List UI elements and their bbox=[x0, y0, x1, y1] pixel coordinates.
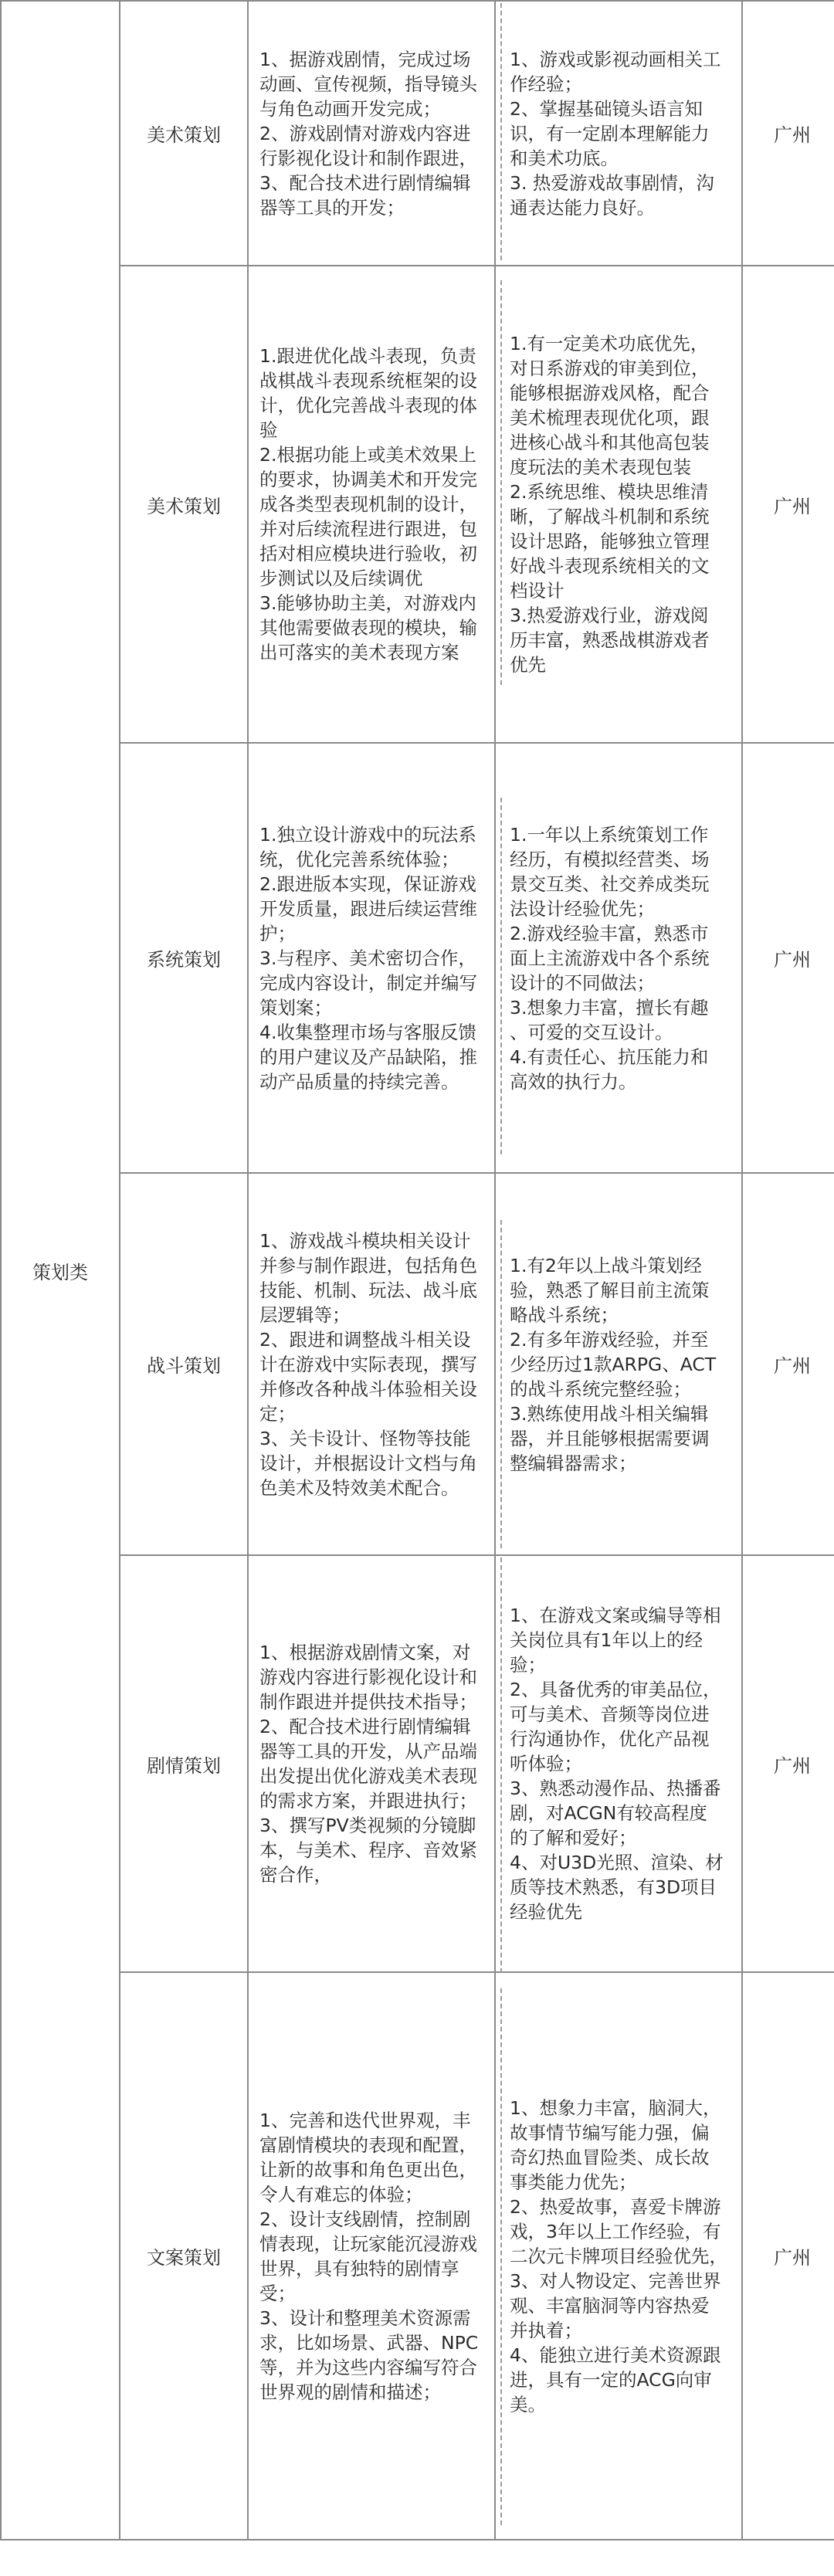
text-line: 2、掌握基础镜头语言知 bbox=[510, 97, 703, 120]
dashed-divider bbox=[500, 1557, 502, 1973]
duties-cell bbox=[248, 1555, 495, 1972]
requirements-cell-text bbox=[496, 822, 741, 1094]
text-line: 2.根据功能上或美术效果上 bbox=[259, 444, 476, 466]
text-line: 出发提出优化游戏美术表现 bbox=[259, 1765, 477, 1787]
requirements-cell bbox=[495, 1, 742, 266]
table-row bbox=[1, 1, 834, 266]
table-row bbox=[1, 1972, 834, 2540]
table-body bbox=[1, 1, 834, 2540]
text-line: 能够根据游戏风格，配合 bbox=[510, 382, 710, 404]
text-line: 1、据游戏剧情，完成过场 bbox=[259, 48, 471, 70]
text-line: 整编辑器需求； bbox=[510, 1452, 637, 1474]
text-line: 档设计 bbox=[510, 580, 564, 602]
duties-cell-text bbox=[249, 1640, 494, 1887]
text-line: 好战斗表现系统相关的文 bbox=[510, 555, 710, 577]
text-line: 并执着； bbox=[510, 2319, 582, 2341]
text-line: 的要求，协调美术和开发完 bbox=[259, 469, 477, 490]
text-line: 出可落实的美术表现方案 bbox=[259, 642, 459, 663]
text-line: 行沟通协作，优化产品视 bbox=[510, 1728, 710, 1750]
text-line: 层逻辑等； bbox=[259, 1303, 351, 1326]
text-line: 1、完善和迭代世界观，丰 bbox=[259, 2109, 471, 2131]
text-line: 本，与美术、程序、音效紧 bbox=[259, 1839, 477, 1861]
text-line: 观、丰富脑洞等内容热爱 bbox=[510, 2294, 710, 2317]
text-line: 器，并且能够根据需要调 bbox=[510, 1427, 710, 1449]
table-row bbox=[1, 743, 834, 1173]
text-line: 验，熟悉了解目前主流策 bbox=[510, 1279, 710, 1301]
text-line: 世界观的剧情和描述； bbox=[259, 2381, 441, 2403]
text-line: 1.有2年以上战斗策划经 bbox=[510, 1254, 702, 1276]
role-cell: 战斗策划 bbox=[120, 1173, 248, 1555]
text-line: 和美术功底。 bbox=[510, 147, 619, 169]
text-line: 1、想象力丰富，脑洞大， bbox=[510, 2096, 721, 2119]
text-line: 3. 热爱游戏故事剧情，沟 bbox=[510, 171, 714, 194]
text-line: 故事情节编写能力强，偏 bbox=[510, 2121, 710, 2144]
text-line: 4、能独立进行美术资源跟 bbox=[510, 2344, 721, 2366]
text-line: 3、撰写PV类视频的分镜脚 bbox=[259, 1815, 476, 1836]
dashed-divider bbox=[500, 1220, 502, 1548]
text-line: 面上主流游戏中各个系统 bbox=[510, 947, 710, 969]
table-row bbox=[1, 1173, 834, 1555]
text-line: 的战斗系统完整经验； bbox=[510, 1378, 691, 1400]
text-line: 设计，并根据设计文档与角 bbox=[259, 1452, 477, 1474]
text-line: 晰，了解战斗机制和系统 bbox=[510, 506, 710, 527]
text-line: 完成内容设计，制定并编写 bbox=[259, 971, 477, 994]
text-line: 质等技术熟悉，有3D项目 bbox=[510, 1876, 717, 1898]
text-line: 制作跟进并提供技术指导； bbox=[259, 1691, 477, 1713]
text-line: 2、热爱故事，喜爱卡牌游 bbox=[510, 2195, 721, 2218]
text-line: 可与美术、音频等岗位进 bbox=[510, 1703, 710, 1725]
text-line: 设计的不同做法； bbox=[510, 971, 655, 994]
text-line: 法设计经验优先； bbox=[510, 897, 655, 920]
duties-cell bbox=[248, 743, 495, 1173]
text-line: 游戏内容进行影视化设计和 bbox=[259, 1666, 477, 1688]
text-line: 4、对U3D光照、渲染、材 bbox=[510, 1852, 724, 1873]
text-line: 统，优化完善系统体验； bbox=[259, 848, 459, 870]
text-line: 进核心战斗和其他高包装 bbox=[510, 432, 710, 453]
dashed-divider bbox=[500, 280, 502, 685]
text-line: 3.热爱游戏行业，游戏阅 bbox=[510, 605, 709, 626]
role-cell: 剧情策划 bbox=[120, 1555, 248, 1972]
text-line: 3、配合技术进行剧情编辑 bbox=[259, 171, 471, 194]
role-cell: 美术策划 bbox=[120, 1, 248, 266]
text-line: 二次元卡牌项目经验优先， bbox=[510, 2245, 727, 2267]
text-line: 经历，有模拟经营类、场 bbox=[510, 848, 710, 870]
city-cell: 广州 bbox=[742, 743, 834, 1173]
text-line: 步测试以及后续调优 bbox=[259, 568, 423, 589]
text-line: 等，并为这些内容编写符合 bbox=[259, 2356, 477, 2378]
duties-cell-text bbox=[249, 344, 494, 665]
text-line: 高效的执行力。 bbox=[510, 1070, 637, 1093]
text-line: 2.跟进版本实现，保证游戏 bbox=[259, 873, 476, 895]
text-line: 验 bbox=[259, 419, 278, 441]
text-line: 3.想象力丰富，擅长有趣 bbox=[510, 996, 709, 1019]
text-line: 关岗位具有1年以上的经 bbox=[510, 1629, 703, 1651]
text-line: 事类能力优先； bbox=[510, 2171, 637, 2193]
text-line: 的用户建议及产品缺陷，推 bbox=[259, 1046, 477, 1068]
text-line: 动产品质量的持续完善。 bbox=[259, 1070, 459, 1093]
text-line: 进，具有一定的ACG向审 bbox=[510, 2368, 712, 2391]
requirements-cell bbox=[495, 1555, 742, 1972]
text-line: 并修改各种战斗体验相关设 bbox=[259, 1378, 477, 1400]
text-line: 设计思路，能够独立管理 bbox=[510, 530, 710, 552]
requirements-cell-text bbox=[496, 47, 741, 220]
text-line: 2、配合技术进行剧情编辑 bbox=[259, 1716, 471, 1737]
text-line: 密合作， bbox=[259, 1864, 332, 1886]
text-line: 成各类型表现机制的设计， bbox=[259, 493, 477, 515]
text-line: 的需求方案，并跟进执行； bbox=[259, 1790, 477, 1812]
text-line: 1、游戏或影视动画相关工 bbox=[510, 48, 721, 70]
text-line: 度玩法的美术表现包装 bbox=[510, 456, 691, 478]
text-line: 剧，对ACGN有较高程度 bbox=[510, 1802, 707, 1824]
text-line: 护； bbox=[259, 922, 296, 944]
text-line: 作经验； bbox=[510, 73, 582, 95]
requirements-cell bbox=[495, 266, 742, 743]
text-line: 略战斗系统； bbox=[510, 1303, 619, 1326]
duties-cell-text bbox=[249, 47, 494, 220]
text-line: 策划案； bbox=[259, 996, 332, 1019]
city-cell: 广州 bbox=[742, 266, 834, 743]
text-line: 动画、宣传视频，指导镜头 bbox=[259, 73, 477, 95]
text-line: 富剧情模块的表现和配置， bbox=[259, 2134, 477, 2156]
role-cell: 美术策划 bbox=[120, 266, 248, 743]
text-line: 2、设计支线剧情，控制剧 bbox=[259, 2208, 471, 2230]
text-line: 通表达能力良好。 bbox=[510, 196, 655, 219]
text-line: 3、设计和整理美术资源需 bbox=[259, 2307, 471, 2329]
table-row bbox=[1, 266, 834, 743]
duties-cell bbox=[248, 266, 495, 743]
text-line: 1、在游戏文案或编导等相 bbox=[510, 1605, 721, 1626]
requirements-cell-text bbox=[496, 2096, 741, 2417]
dashed-divider bbox=[500, 1988, 502, 2525]
duties-cell-text bbox=[249, 1229, 494, 1500]
category-cell: 策划类 bbox=[1, 1, 120, 2540]
role-cell: 系统策划 bbox=[120, 743, 248, 1173]
city-cell: 广州 bbox=[742, 1, 834, 266]
text-line: 1、根据游戏剧情文案，对 bbox=[259, 1642, 471, 1663]
text-line: 美。 bbox=[510, 2393, 546, 2415]
text-line: 求，比如场景、武器、NPC bbox=[259, 2331, 479, 2354]
text-line: 与角色动画开发完成； bbox=[259, 97, 441, 120]
text-line: 2.游戏经验丰富，熟悉市 bbox=[510, 922, 709, 944]
duties-cell bbox=[248, 1, 495, 266]
text-line: 历丰富，熟悉战棋游戏者 bbox=[510, 629, 710, 651]
text-line: 开发质量，跟进后续运营维 bbox=[259, 897, 477, 920]
text-line: 战棋战斗表现系统框架的设 bbox=[259, 370, 477, 391]
text-line: 4.有责任心、抗压能力和 bbox=[510, 1046, 709, 1068]
text-line: 并参与制作跟进，包括角色 bbox=[259, 1254, 477, 1276]
text-line: 令人有难忘的体验； bbox=[259, 2183, 423, 2205]
text-line: 4.收集整理市场与客服反馈 bbox=[259, 1021, 476, 1043]
duties-cell bbox=[248, 1173, 495, 1555]
role-cell: 文案策划 bbox=[120, 1972, 248, 2540]
text-line: 并对后续流程进行跟进，包 bbox=[259, 518, 477, 540]
text-line: 少经历过1款ARPG、ACT bbox=[510, 1353, 717, 1375]
text-line: 景交互类、社交养成类玩 bbox=[510, 873, 710, 895]
requirements-cell-text bbox=[496, 331, 741, 677]
text-line: 括对相应模块进行验收，初 bbox=[259, 543, 477, 564]
text-line: 、可爱的交互设计。 bbox=[510, 1021, 673, 1043]
text-line: 3、关卡设计、怪物等技能 bbox=[259, 1427, 471, 1449]
text-line: 优先 bbox=[510, 654, 546, 676]
text-line: 3.与程序、美术密切合作， bbox=[259, 947, 476, 969]
duties-cell-text bbox=[249, 822, 494, 1094]
text-line: 定； bbox=[259, 1402, 296, 1425]
text-line: 技能、机制、玩法、战斗底 bbox=[259, 1279, 477, 1301]
text-line: 1.一年以上系统策划工作 bbox=[510, 823, 709, 846]
text-line: 验； bbox=[510, 1654, 546, 1676]
requirements-cell bbox=[495, 1173, 742, 1555]
text-line: 计在游戏中实际表现，撰写 bbox=[259, 1353, 477, 1375]
text-line: 1.独立设计游戏中的玩法系 bbox=[259, 823, 476, 846]
duties-cell-text bbox=[249, 2108, 494, 2405]
text-line: 世界，具有独特的剧情享 bbox=[259, 2257, 459, 2279]
text-line: 奇幻热血冒险类、成长故 bbox=[510, 2146, 710, 2168]
text-line: 2、跟进和调整战斗相关设 bbox=[259, 1328, 471, 1351]
text-line: 色美术及特效美术配合。 bbox=[259, 1476, 459, 1499]
text-line: 器等工具的开发； bbox=[259, 196, 405, 219]
duties-cell bbox=[248, 1972, 495, 2540]
text-line: 让新的故事和角色更出色， bbox=[259, 2158, 477, 2181]
requirements-cell-text bbox=[496, 1253, 741, 1476]
text-line: 听体验； bbox=[510, 1753, 582, 1774]
city-cell: 广州 bbox=[742, 1173, 834, 1555]
text-line: 情表现，让玩家能沉浸游戏 bbox=[259, 2232, 477, 2255]
requirements-cell-text bbox=[496, 1603, 741, 1924]
text-line: 1.有一定美术功底优先， bbox=[510, 333, 709, 354]
dashed-divider bbox=[500, 798, 502, 1154]
requirements-cell bbox=[495, 1972, 742, 2540]
text-line: 受； bbox=[259, 2282, 296, 2304]
text-line: 经验优先 bbox=[510, 1901, 582, 1923]
city-cell: 广州 bbox=[742, 1555, 834, 1972]
text-line: 识，有一定剧本理解能力 bbox=[510, 122, 710, 144]
text-line: 2、游戏剧情对游戏内容进 bbox=[259, 122, 471, 144]
requirements-cell bbox=[495, 743, 742, 1173]
text-line: 2.系统思维、模块思维清 bbox=[510, 481, 709, 503]
text-line: 美术梳理表现优化项，跟 bbox=[510, 407, 710, 429]
text-line: 3.能够协助主美，对游戏内 bbox=[259, 592, 476, 614]
text-line: 戏，3年以上工作经验，有 bbox=[510, 2220, 721, 2242]
text-line: 3、对人物设定、完善世界 bbox=[510, 2269, 721, 2292]
table-row bbox=[1, 1555, 834, 1972]
text-line: 3.熟练使用战斗相关编辑 bbox=[510, 1402, 709, 1425]
text-line: 的了解和爱好； bbox=[510, 1827, 637, 1849]
text-line: 3、熟悉动漫作品、热播番 bbox=[510, 1778, 721, 1799]
text-line: 1.跟进优化战斗表现，负责 bbox=[259, 345, 476, 367]
text-line: 其他需要做表现的模块，输 bbox=[259, 617, 477, 639]
text-line: 2.有多年游戏经验，并至 bbox=[510, 1328, 709, 1351]
text-line: 2、具备优秀的审美品位， bbox=[510, 1679, 721, 1700]
city-cell: 广州 bbox=[742, 1972, 834, 2540]
text-line: 行影视化设计和制作跟进， bbox=[259, 147, 477, 169]
text-line: 对日系游戏的审美到位， bbox=[510, 358, 710, 379]
text-line: 1、游戏战斗模块相关设计 bbox=[259, 1229, 471, 1252]
dashed-divider bbox=[500, 3, 502, 260]
text-line: 器等工具的开发，从产品端 bbox=[259, 1740, 477, 1762]
text-line: 计，优化完善战斗表现的体 bbox=[259, 395, 477, 416]
